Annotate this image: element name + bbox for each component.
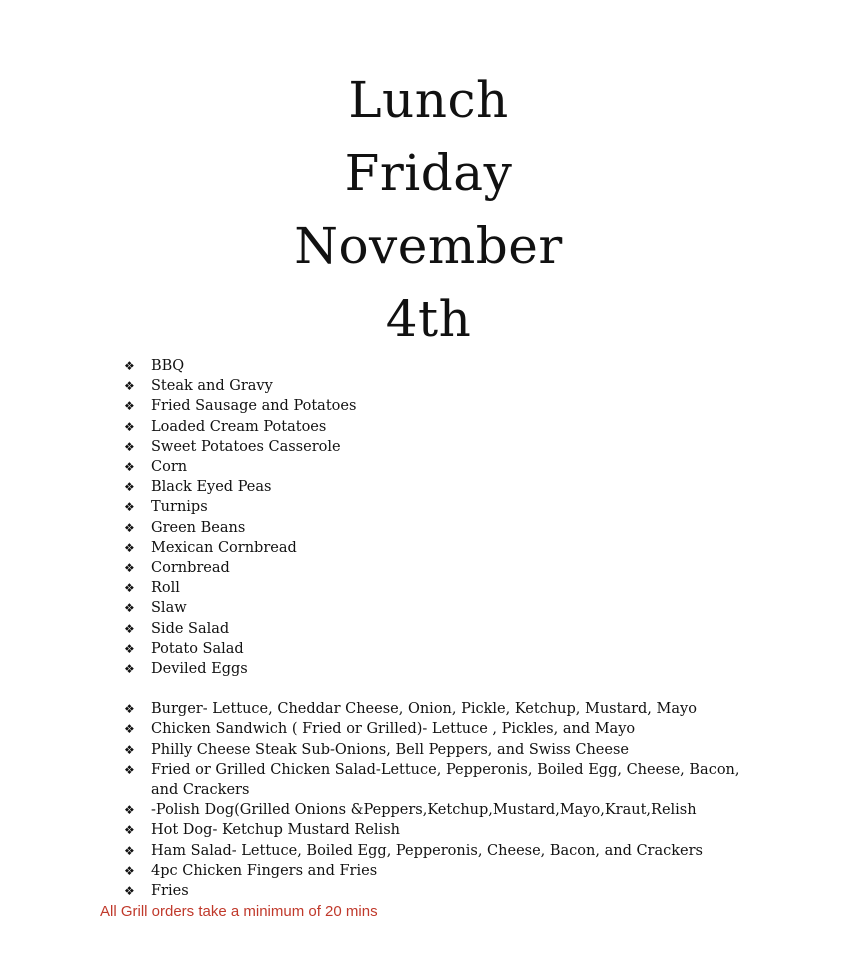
list-item (124, 760, 764, 800)
list-item-label: Deviled Eggs (151, 661, 248, 678)
title-line-2: Friday (344, 144, 513, 202)
list-item (124, 396, 764, 416)
list-item-label: Steak and Gravy (151, 378, 273, 395)
list-item (124, 740, 764, 760)
diamond-bullet-icon: ❖ (124, 601, 135, 616)
diamond-bullet-icon: ❖ (124, 803, 135, 818)
list-item (124, 356, 764, 376)
list-item-label: Fried or Grilled Chicken Salad-Lettuce, Pepperonis, Boiled Egg, Cheese, Bacon, and Crackers (151, 761, 740, 799)
list-item (124, 518, 764, 538)
list-item-label: Corn (151, 459, 188, 476)
diamond-bullet-icon: ❖ (124, 379, 135, 394)
list-item-label: -Polish Dog(Grilled Onions &Peppers,Ketchup,Mustard,Mayo,Kraut,Relish (151, 802, 697, 819)
list-item-label: Fries (151, 883, 189, 900)
list-item (124, 820, 764, 840)
list-item (124, 437, 764, 457)
diamond-bullet-icon: ❖ (124, 419, 135, 434)
title-line-1: Lunch (348, 71, 509, 129)
list-item-label: 4pc Chicken Fingers and Fries (151, 862, 378, 879)
list-item-label: Philly Cheese Steak Sub-Onions, Bell Peppers, and Swiss Cheese (151, 741, 629, 758)
list-item-label: Side Salad (151, 620, 230, 637)
list-item (124, 659, 764, 679)
list-item (124, 881, 764, 901)
diamond-bullet-icon: ❖ (124, 641, 135, 656)
diamond-bullet-icon: ❖ (124, 884, 135, 899)
list-item-label: Loaded Cream Potatoes (151, 418, 327, 435)
list-item (124, 699, 764, 719)
diamond-bullet-icon: ❖ (124, 702, 135, 717)
main-items-list (124, 356, 764, 679)
diamond-bullet-icon: ❖ (124, 520, 135, 535)
diamond-bullet-icon: ❖ (124, 762, 135, 777)
list-item (124, 578, 764, 598)
list-item-label: Roll (151, 580, 180, 597)
list-item-label: Chicken Sandwich ( Fried or Grilled)- Lettuce , Pickles, and Mayo (151, 721, 636, 738)
diamond-bullet-icon: ❖ (124, 863, 135, 878)
list-item-label: Black Eyed Peas (151, 479, 272, 496)
diamond-bullet-icon: ❖ (124, 500, 135, 515)
title-line-4: 4th (385, 290, 472, 348)
list-item-label: Mexican Cornbread (151, 539, 297, 556)
grill-time-note: All Grill orders take a minimum of 20 mins (100, 903, 378, 920)
list-item (124, 558, 764, 578)
list-item (124, 477, 764, 497)
diamond-bullet-icon: ❖ (124, 662, 135, 677)
list-item-label: Sweet Potatoes Casserole (151, 438, 341, 455)
diamond-bullet-icon: ❖ (124, 581, 135, 596)
list-item-label: Ham Salad- Lettuce, Boiled Egg, Pepperonis, Cheese, Bacon, and Crackers (151, 842, 703, 859)
diamond-bullet-icon: ❖ (124, 460, 135, 475)
diamond-bullet-icon: ❖ (124, 722, 135, 737)
list-item (124, 598, 764, 618)
diamond-bullet-icon: ❖ (124, 540, 135, 555)
list-item (124, 497, 764, 517)
diamond-bullet-icon: ❖ (124, 561, 135, 576)
list-item (124, 719, 764, 739)
list-item-label: BBQ (151, 358, 185, 374)
menu-list (124, 356, 764, 901)
list-item (124, 861, 764, 881)
diamond-bullet-icon: ❖ (124, 439, 135, 454)
list-item (124, 376, 764, 396)
list-item (124, 800, 764, 820)
list-item-label: Burger- Lettuce, Cheddar Cheese, Onion, Pickle, Ketchup, Mustard, Mayo (151, 701, 697, 718)
list-item (124, 457, 764, 477)
title-line-3: November (294, 217, 563, 275)
list-item (124, 538, 764, 558)
list-item-label: Fried Sausage and Potatoes (151, 398, 357, 415)
list-item (124, 841, 764, 861)
list-item-label: Hot Dog- Ketchup Mustard Relish (151, 822, 400, 839)
diamond-bullet-icon: ❖ (124, 823, 135, 838)
diamond-bullet-icon: ❖ (124, 843, 135, 858)
list-item (124, 619, 764, 639)
list-item-label: Potato Salad (151, 640, 244, 657)
diamond-bullet-icon: ❖ (124, 399, 135, 414)
diamond-bullet-icon: ❖ (124, 359, 135, 373)
diamond-bullet-icon: ❖ (124, 742, 135, 757)
diamond-bullet-icon: ❖ (124, 480, 135, 495)
list-item-label: Turnips (151, 499, 208, 516)
menu-title (0, 64, 857, 356)
diamond-bullet-icon: ❖ (124, 621, 135, 636)
list-item (124, 639, 764, 659)
grill-items-list (124, 699, 764, 901)
list-item (124, 417, 764, 437)
section-gap (124, 679, 764, 699)
list-item-label: Slaw (151, 600, 187, 617)
list-item-label: Green Beans (151, 519, 246, 536)
list-item-label: Cornbread (151, 560, 230, 577)
